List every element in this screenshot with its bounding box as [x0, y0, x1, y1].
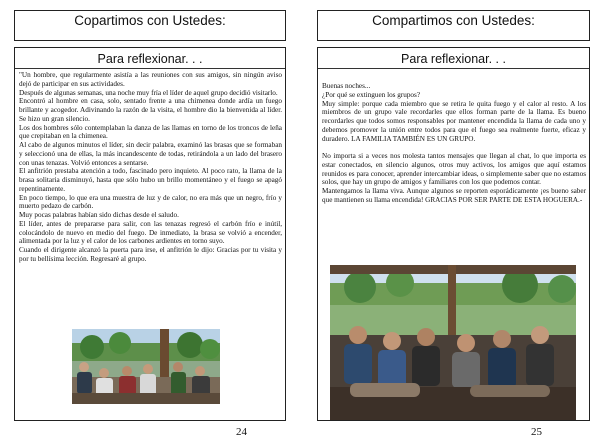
page-number: 24 — [236, 426, 247, 438]
left-box-title: Para reflexionar. . . — [97, 52, 203, 66]
right-header: Compartimos con Ustedes: — [317, 10, 590, 41]
story-paragraph: Después de algunas semanas, una noche muy fría el líder de aquel grupo decidió visitarlo. — [19, 88, 278, 97]
left-title-rule — [15, 68, 285, 69]
story-paragraph: Cuando el dirigente alcanzó la puerta para irse, el anfitrión le dijo: Gracias por tu visita y por tu bellísima lección. Regresaré al grupo. — [19, 246, 282, 263]
left-content-box — [14, 47, 286, 421]
reflection-paragraph: Buenas noches... — [322, 82, 371, 90]
right-title-rule — [318, 68, 589, 69]
reflection-paragraph: ¿Por qué se extinguen los grupos? — [322, 90, 421, 99]
reflection-paragraph: Mantengamos la llama viva. Aunque algunos se reporten esporádicamente ¡es bueno saber que mantienen su llama encendida! GRACIAS POR SER PARTE DE ESTA HOGUERA.- — [322, 187, 586, 204]
story-paragraph: Al cabo de algunos minutos el líder, sin decir palabra, examinó las brasas que se formaban y seleccionó una de ellas, la más incandescente de todas, retirándola a un lado del brasero con unas tenazas. Volvió entonces a sentarse. — [19, 141, 282, 167]
left-story-text — [15, 71, 285, 264]
story-paragraph: En poco tiempo, lo que era una muestra de luz y de calor, no era más que un negro, frío y muerto pedazo de carbón. — [19, 193, 282, 211]
right-reflection-text — [318, 82, 589, 205]
reflection-paragraph: No importa si a veces nos molesta tantos mensajes que llegan al chat, lo que importa es estar conectados, en silencio algunos, otros muy activos, los amigos que aquí estamos reunidos es para conocer, aprender intercambiar ideas, o simplemente saber que no estamos solos, que hay un grupo de amigos y familiares con los que podemos contar. — [322, 152, 586, 187]
story-paragraph: El anfitrión prestaba atención a todo, fascinado pero inquieto. Al poco rato, la llama de la brasa solitaria disminuyó, hasta que sólo hubo un brillo momentáneo y el fuego se apagó repentinamente. — [19, 167, 282, 193]
right-content-box — [317, 47, 590, 421]
story-paragraph: Los dos hombres sólo contemplaban la danza de las llamas en torno de los troncos de leña que crepitaban en la chimenea. — [19, 123, 282, 141]
right-box-title: Para reflexionar. . . — [401, 52, 506, 66]
story-paragraph: El líder, antes de prepararse para salir, con las tenazas regresó el carbón frío e inútil, colocándolo de nuevo en medio del fuego. De inmediato, la brasa se volvió a encender, alimentada por la luz y el calor de los carbones ardientes en torno suyo. — [19, 219, 282, 246]
group-photo-small — [72, 329, 220, 404]
story-paragraph: "Un hombre, que regularmente asistía a las reuniones con sus amigos, sin ningún aviso dejó de participar en sus actividades. — [19, 71, 282, 88]
right-page — [304, 0, 600, 444]
left-header: Copartimos con Ustedes: — [14, 10, 286, 41]
left-page — [0, 0, 296, 444]
group-photo-large — [330, 265, 576, 420]
story-paragraph: Encontró al hombre en casa, solo, sentado frente a una chimenea donde ardía un fuego brillante y acogedor. Adivinando la razón de la visita, el hombre dio la bienvenida al líder. Se hizo un gran silencio. — [19, 97, 282, 123]
story-paragraph: Muy pocas palabras habían sido dichas desde el saludo. — [19, 211, 179, 219]
page-number: 25 — [531, 426, 542, 438]
reflection-paragraph: Muy simple: porque cada miembro que se retira le quita fuego y el calor al resto. A los miembros de un grupo vale recordarles que ellos forman parte de la llama. Es bueno recordarles que todos somos responsables por mantener encendida la llama de cada uno y debemos promover la unión entre todos para que el fuego sea realmente fuerte, eficaz y duradero. LA FAMILIA TAMBIÉN ES UN GRUPO. — [322, 99, 586, 143]
